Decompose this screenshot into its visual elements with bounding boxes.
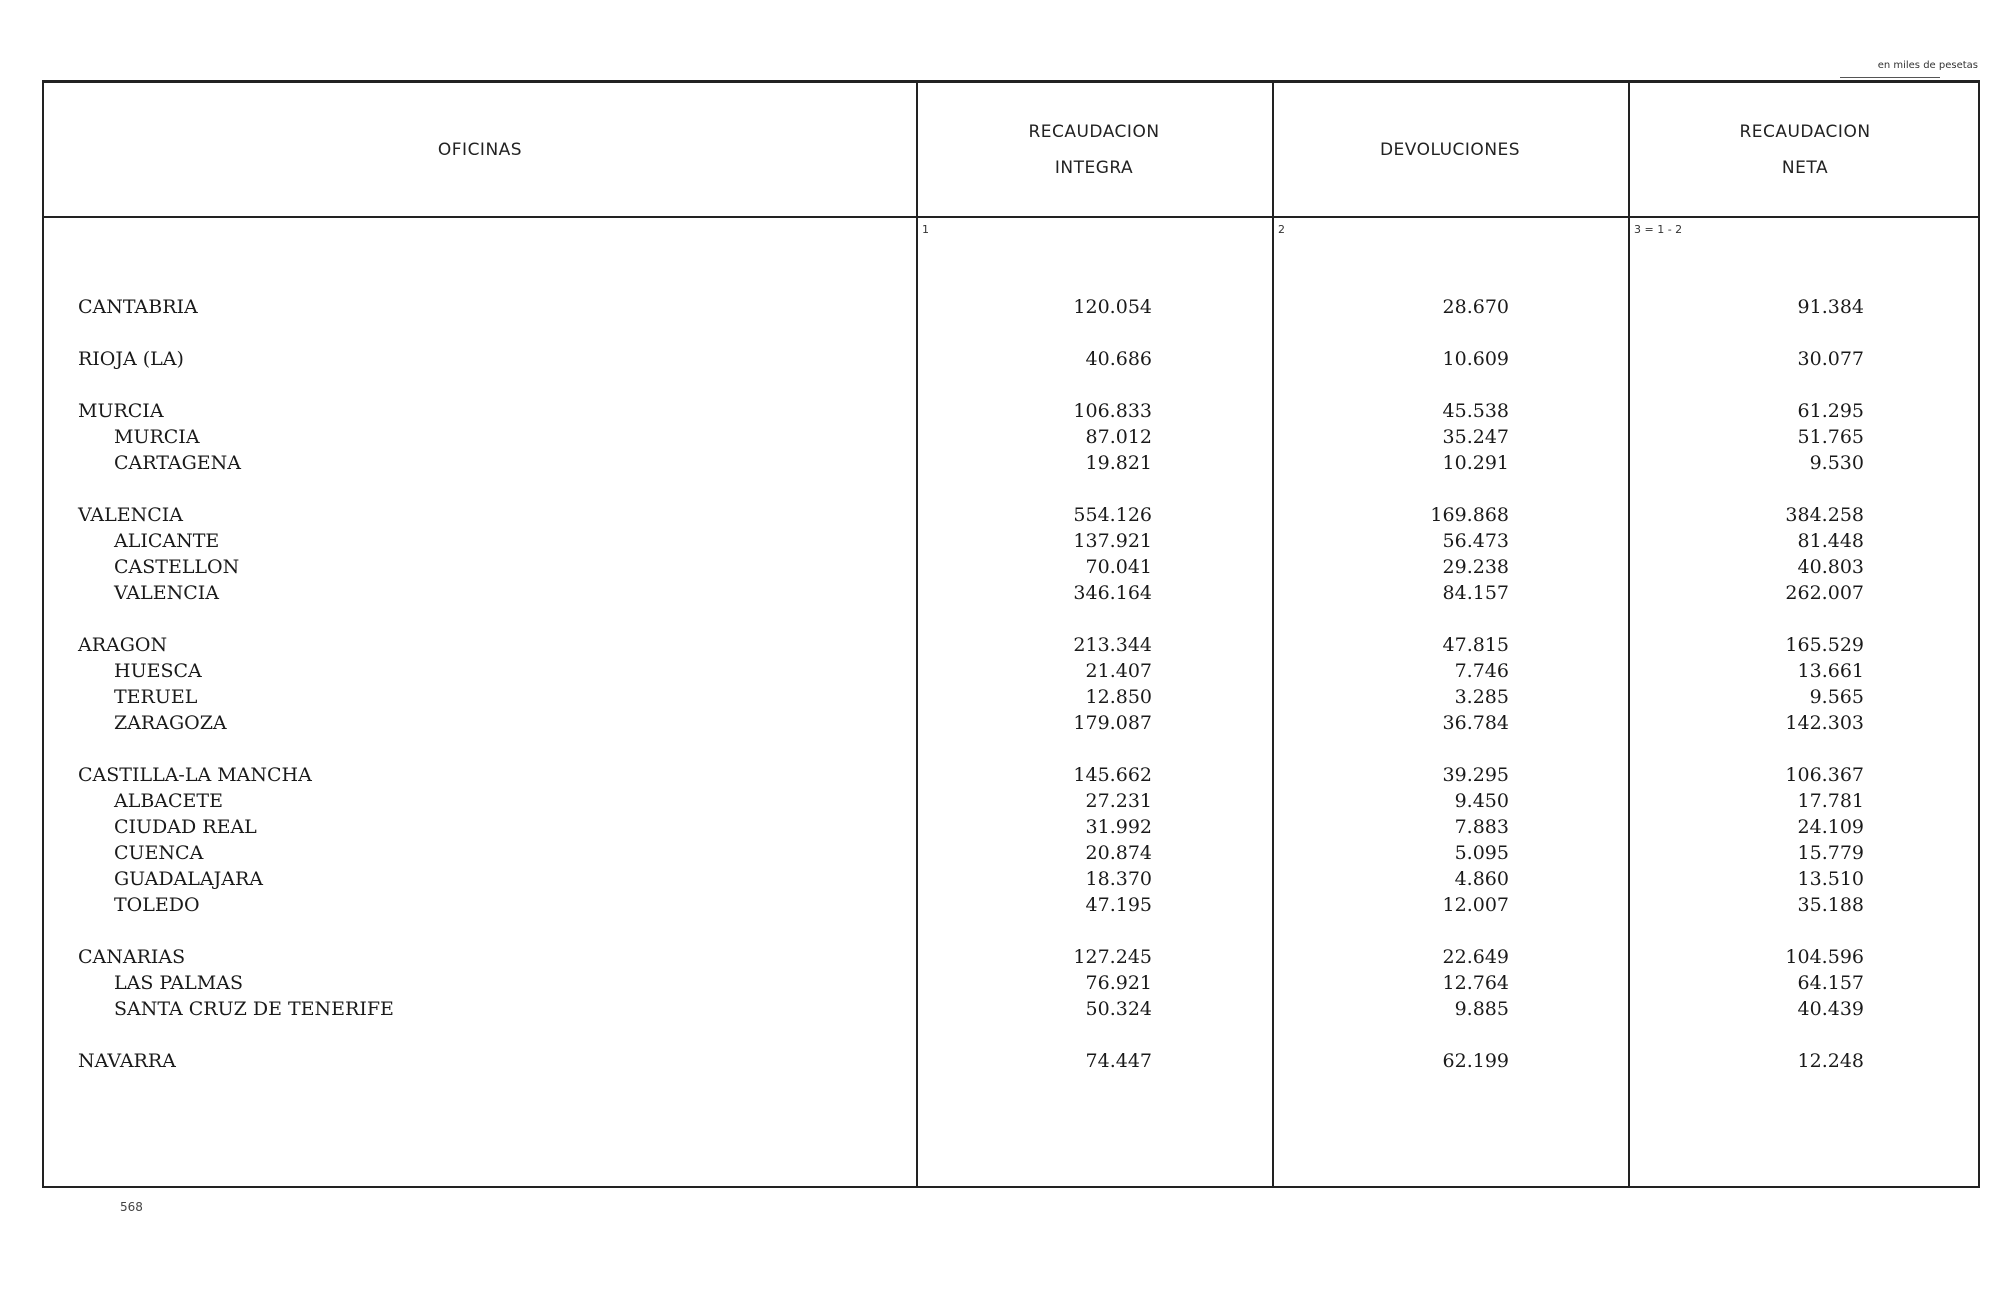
column-number-1: 1 (922, 223, 929, 236)
revenue-table (42, 80, 1980, 1188)
row-name: SANTA CRUZ DE TENERIFE (114, 998, 394, 1020)
recaudacion-integra-value: 12.850 (1085, 686, 1152, 708)
devoluciones-value: 9.450 (1454, 790, 1509, 812)
row-name: ARAGON (78, 634, 168, 656)
row-name: ALICANTE (114, 530, 220, 552)
recaudacion-integra-value: 76.921 (1085, 972, 1152, 994)
row-name: HUESCA (114, 660, 202, 682)
header-col1-line1: RECAUDACION (1028, 121, 1160, 142)
devoluciones-value: 29.238 (1442, 556, 1509, 578)
row-name: ALBACETE (114, 790, 223, 812)
recaudacion-integra-value: 137.921 (1073, 530, 1152, 552)
recaudacion-neta-value: 24.109 (1797, 816, 1864, 838)
row-name: MURCIA (114, 426, 200, 448)
table-row (44, 554, 1978, 580)
header-oficinas-label: OFICINAS (437, 139, 523, 160)
row-name: NAVARRA (78, 1050, 176, 1072)
recaudacion-neta-value: 13.510 (1797, 868, 1864, 890)
devoluciones-value: 39.295 (1442, 764, 1509, 786)
devoluciones-value: 84.157 (1442, 582, 1509, 604)
devoluciones-value: 4.860 (1454, 868, 1509, 890)
row-name: CUENCA (114, 842, 204, 864)
recaudacion-neta-value: 106.367 (1785, 764, 1864, 786)
table-row (44, 970, 1978, 996)
recaudacion-neta-value: 17.781 (1797, 790, 1864, 812)
row-name: CANARIAS (78, 946, 186, 968)
row-name: CARTAGENA (114, 452, 241, 474)
devoluciones-value: 5.095 (1454, 842, 1509, 864)
row-name: VALENCIA (78, 504, 184, 526)
recaudacion-integra-value: 70.041 (1085, 556, 1152, 578)
table-row (44, 866, 1978, 892)
recaudacion-integra-value: 74.447 (1085, 1050, 1152, 1072)
table-row (44, 528, 1978, 554)
recaudacion-neta-value: 262.007 (1785, 582, 1864, 604)
recaudacion-neta-value: 104.596 (1785, 946, 1864, 968)
devoluciones-value: 169.868 (1430, 504, 1509, 526)
devoluciones-value: 56.473 (1442, 530, 1509, 552)
table-row (44, 450, 1978, 476)
devoluciones-value: 12.007 (1442, 894, 1509, 916)
recaudacion-integra-value: 179.087 (1073, 712, 1152, 734)
devoluciones-value: 45.538 (1442, 400, 1509, 422)
recaudacion-integra-value: 120.054 (1073, 296, 1152, 318)
recaudacion-neta-value: 142.303 (1785, 712, 1864, 734)
recaudacion-neta-value: 81.448 (1797, 530, 1864, 552)
column-number-3: 3 = 1 - 2 (1634, 223, 1683, 236)
devoluciones-value: 47.815 (1442, 634, 1509, 656)
table-row (44, 658, 1978, 684)
devoluciones-value: 7.883 (1454, 816, 1509, 838)
recaudacion-integra-value: 19.821 (1085, 452, 1152, 474)
row-name: TERUEL (114, 686, 198, 708)
units-note: en miles de pesetas (1877, 60, 1978, 71)
recaudacion-neta-value: 9.530 (1809, 452, 1864, 474)
table-row (44, 840, 1978, 866)
recaudacion-neta-value: 35.188 (1797, 894, 1864, 916)
recaudacion-neta-value: 12.248 (1797, 1050, 1864, 1072)
recaudacion-integra-value: 27.231 (1085, 790, 1152, 812)
row-name: LAS PALMAS (114, 972, 243, 994)
header-devoluciones (1272, 83, 1628, 216)
table-row (44, 580, 1978, 606)
recaudacion-neta-value: 9.565 (1809, 686, 1864, 708)
table-row (44, 632, 1978, 658)
recaudacion-integra-value: 50.324 (1085, 998, 1152, 1020)
table-row (44, 424, 1978, 450)
table-row (44, 684, 1978, 710)
header-col3-line2: NETA (1781, 157, 1829, 178)
header-recaudacion-neta (1628, 83, 1982, 216)
table-row (44, 996, 1978, 1022)
devoluciones-value: 10.291 (1442, 452, 1509, 474)
recaudacion-integra-value: 554.126 (1073, 504, 1152, 526)
devoluciones-value: 3.285 (1454, 686, 1509, 708)
table-row (44, 346, 1978, 372)
recaudacion-integra-value: 18.370 (1085, 868, 1152, 890)
devoluciones-value: 22.649 (1442, 946, 1509, 968)
recaudacion-neta-value: 91.384 (1797, 296, 1864, 318)
table-row (44, 788, 1978, 814)
recaudacion-neta-value: 384.258 (1785, 504, 1864, 526)
table-row (44, 1048, 1978, 1074)
row-name: CASTELLON (114, 556, 240, 578)
row-name: GUADALAJARA (114, 868, 263, 890)
header-oficinas (44, 83, 916, 216)
devoluciones-value: 12.764 (1442, 972, 1509, 994)
recaudacion-integra-value: 346.164 (1073, 582, 1152, 604)
row-name: VALENCIA (114, 582, 220, 604)
header-recaudacion-integra (916, 83, 1272, 216)
units-underline (1840, 77, 1940, 78)
recaudacion-integra-value: 87.012 (1085, 426, 1152, 448)
devoluciones-value: 7.746 (1454, 660, 1509, 682)
recaudacion-neta-value: 15.779 (1797, 842, 1864, 864)
table-row (44, 398, 1978, 424)
row-name: RIOJA (LA) (78, 348, 184, 370)
recaudacion-neta-value: 40.439 (1797, 998, 1864, 1020)
recaudacion-integra-value: 47.195 (1085, 894, 1152, 916)
table-row (44, 710, 1978, 736)
row-name: CASTILLA-LA MANCHA (78, 764, 312, 786)
recaudacion-integra-value: 106.833 (1073, 400, 1152, 422)
devoluciones-value: 62.199 (1442, 1050, 1509, 1072)
page-number: 568 (120, 1200, 143, 1214)
recaudacion-neta-value: 51.765 (1797, 426, 1864, 448)
row-name: CANTABRIA (78, 296, 198, 318)
recaudacion-integra-value: 40.686 (1085, 348, 1152, 370)
recaudacion-integra-value: 31.992 (1085, 816, 1152, 838)
recaudacion-neta-value: 40.803 (1797, 556, 1864, 578)
devoluciones-value: 28.670 (1442, 296, 1509, 318)
devoluciones-value: 10.609 (1442, 348, 1509, 370)
recaudacion-neta-value: 61.295 (1797, 400, 1864, 422)
table-row (44, 502, 1978, 528)
header-col2-label: DEVOLUCIONES (1379, 139, 1521, 160)
recaudacion-integra-value: 213.344 (1073, 634, 1152, 656)
header-col3-line1: RECAUDACION (1739, 121, 1871, 142)
devoluciones-value: 36.784 (1442, 712, 1509, 734)
recaudacion-neta-value: 13.661 (1797, 660, 1864, 682)
recaudacion-integra-value: 20.874 (1085, 842, 1152, 864)
row-name: ZARAGOZA (114, 712, 227, 734)
recaudacion-neta-value: 30.077 (1797, 348, 1864, 370)
table-row (44, 814, 1978, 840)
recaudacion-neta-value: 64.157 (1797, 972, 1864, 994)
table-row (44, 762, 1978, 788)
table-row (44, 892, 1978, 918)
recaudacion-integra-value: 127.245 (1073, 946, 1152, 968)
devoluciones-value: 35.247 (1442, 426, 1509, 448)
row-name: CIUDAD REAL (114, 816, 257, 838)
row-name: MURCIA (78, 400, 164, 422)
recaudacion-integra-value: 21.407 (1085, 660, 1152, 682)
devoluciones-value: 9.885 (1454, 998, 1509, 1020)
recaudacion-integra-value: 145.662 (1073, 764, 1152, 786)
column-number-2: 2 (1278, 223, 1285, 236)
header-divider (44, 216, 1978, 218)
recaudacion-neta-value: 165.529 (1785, 634, 1864, 656)
header-col1-line2: INTEGRA (1054, 157, 1134, 178)
table-row (44, 294, 1978, 320)
table-row (44, 944, 1978, 970)
row-name: TOLEDO (114, 894, 200, 916)
